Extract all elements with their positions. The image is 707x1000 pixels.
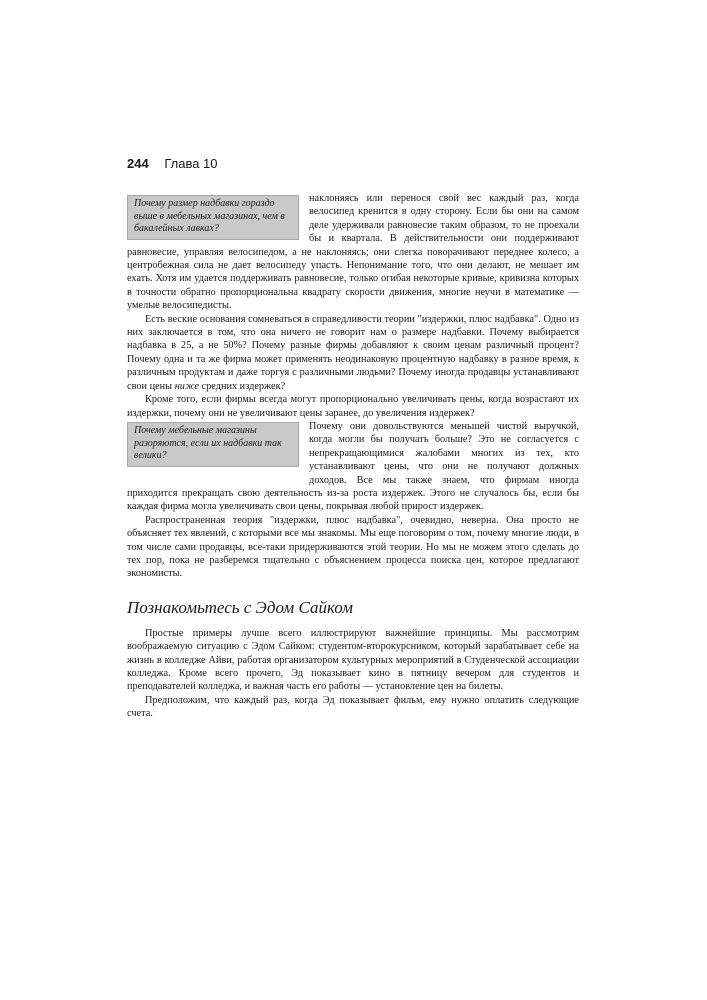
section-heading: Познакомьтесь с Эдом Сайком: [127, 597, 353, 617]
page-body: [127, 192, 579, 721]
paragraph: наклоняясь или перенося свой вес каждый раз, когда велосипед кренится в одну сторону. Если бы они на самом деле удерживали равновесие таким образом, то не проехали бы и квартала. В действительности они поддерживают равновесие, управляя велосипедом, а не наклоняясь; они слегка поворачивают переднее колесо, а центробежная сила не дает велосипеду упасть. Непонимание того, что они делают, не мешает им ехать. Хотя им удается поддерживать равновесие, только огибая некоторые кривые, кривизна которых в точности обратно пропорциональна квадрату скорости движения, многие неучи в математике — умелые велосипедисты.: [127, 193, 579, 312]
running-header: [127, 156, 587, 172]
chapter-label: Глава 10: [164, 156, 218, 171]
paragraph: Предположим, что каждый раз, когда Эд показывает фильм, ему нужно оплатить следующие счета.: [127, 694, 579, 720]
paragraph: Кроме того, если фирмы всегда могут пропорционально увеличивать цены, когда возрастают их издержки, почему они не увеличивают цены заранее, до увеличения издержек?: [127, 394, 579, 419]
paragraph: Простые примеры лучше всего иллюстрируют важнейшие принципы. Мы рассмотрим воображаемую ситуацию с Эдом Сайком: студентом-второкурсником, который зарабатывает себе на жизнь в колледже Айви, работая организатором культурных мероприятий в Студенческой ассоциации колледжа. Кроме всего прочего, Эд показывает кино в пятницу вечером для студентов и преподавателей колледжа, и важная часть его работы — установление цен на билеты.: [127, 627, 579, 693]
paragraph: Есть веские основания сомневаться в справедливости теории "издержки, плюс надбавка". Одно из них заключается в том, что она ничего не говорит нам о размере надбавки. Почему выбирается надбавка в 25, а не 50%? Почему разные фирмы добавляют к своим ценам различный процент? Почему одна и та же фирма может применять неодинаковую процентную надбавку в разное время, к различным продуктам и даже торгуя с различными людьми? Почему иногда продавцы устанавливают свои цены ниже средних издержек?: [127, 313, 579, 392]
margin-question-1: Почему размер надбавки гораздо выше в мебельных магазинах, чем в бакалейных лавках?: [127, 195, 299, 240]
paragraph: Распространенная теория "издержки, плюс надбавка", очевидно, неверна. Она просто не объясняет тех явлений, с которыми все мы знакомы. Мы еще поговорим о том, почему многие люди, в том числе сами продавцы, все-таки придерживаются этой теории. Но мы не можем этого сделать до тех пор, пока не разберемся тщательно с объяснением процесса поиска цен, которое предлагают экономисты.: [127, 514, 579, 580]
emphasis: ниже: [174, 380, 199, 392]
page-number: 244: [127, 156, 149, 171]
margin-question-2: Почему мебельные магазины разоряются, если их надбавки так велики?: [127, 422, 299, 467]
paragraph: Почему они довольствуются меньшей чистой выручкой, когда могли бы получать больше? Это не согласуется с непрекращающимися жалобами многих из тех, кто устанавливают цены, что они не получают должных доходов. Все мы также знаем, что фирмам иногда приходится прекращать свою деятельность из-за роста издержек. Этого не случалось бы, если бы каждая фирма могла увеличивать свои цены, покрывая любой прирост издержек.: [127, 420, 579, 513]
